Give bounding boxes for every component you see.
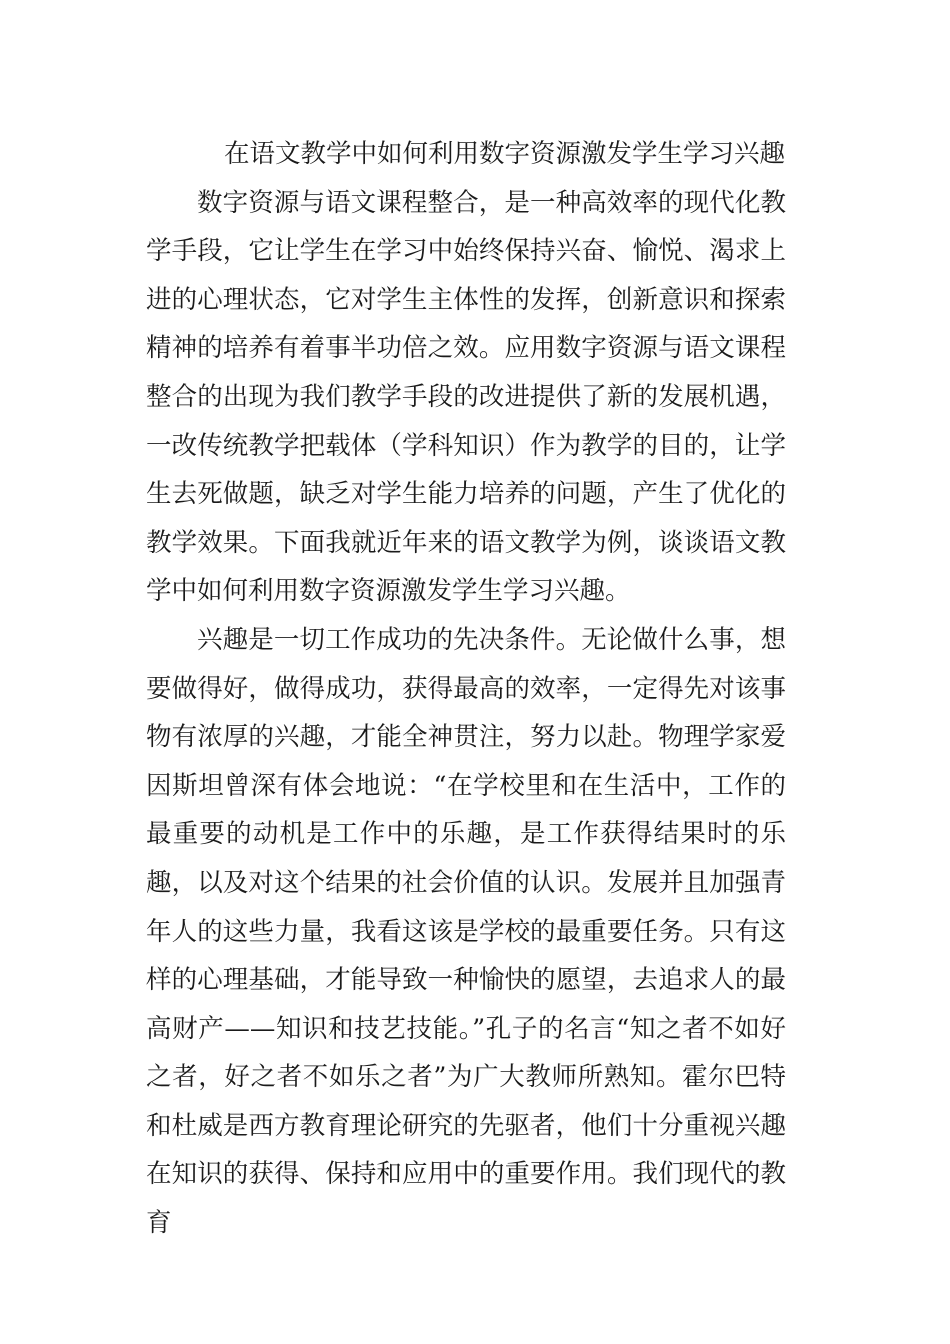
document-body [146, 130, 786, 1248]
paragraph-interest: 兴趣是一切工作成功的先决条件。无论做什么事，想要做得好，做得成功，获得最高的效率，一定得先对该事物有浓厚的兴趣，才能全神贯注，努力以赴。物理学家爱因斯坦曾深有体会地说：“在学校里和在生活中，工作的最重要的动机是工作中的乐趣，是工作获得结果时的乐趣，以及对这个结果的社会价值的认识。发展并且加强青年人的这些力量，我看这该是学校的最重要任务。只有这样的心理基础，才能导致一种愉快的愿望，去追求人的最高财产——知识和技艺技能。”孔子的名言“知之者不如好之者，好之者不如乐之者”为广大教师所熟知。霍尔巴特和杜威是西方教育理论研究的先驱者，他们十分重视兴趣在知识的获得、保持和应用中的重要作用。我们现代的教育 [146, 624, 786, 1239]
paragraph-intro: 数字资源与语文课程整合，是一种高效率的现代化教学手段，它让学生在学习中始终保持兴奋、愉悦、渴求上进的心理状态，它对学生主体性的发挥，创新意识和探索精神的培养有着事半功倍之效。应用数字资源与语文课程整合的出现为我们教学手段的改进提供了新的发展机遇，一改传统教学把载体（学科知识）作为教学的目的，让学生去死做题，缺乏对学生能力培养的问题，产生了优化的教学效果。下面我就近年来的语文教学为例，谈谈语文教学中如何利用数字资源激发学生学习兴趣。 [146, 187, 786, 607]
document-title: 在语文教学中如何利用数字资源激发学生学习兴趣 [224, 139, 786, 169]
